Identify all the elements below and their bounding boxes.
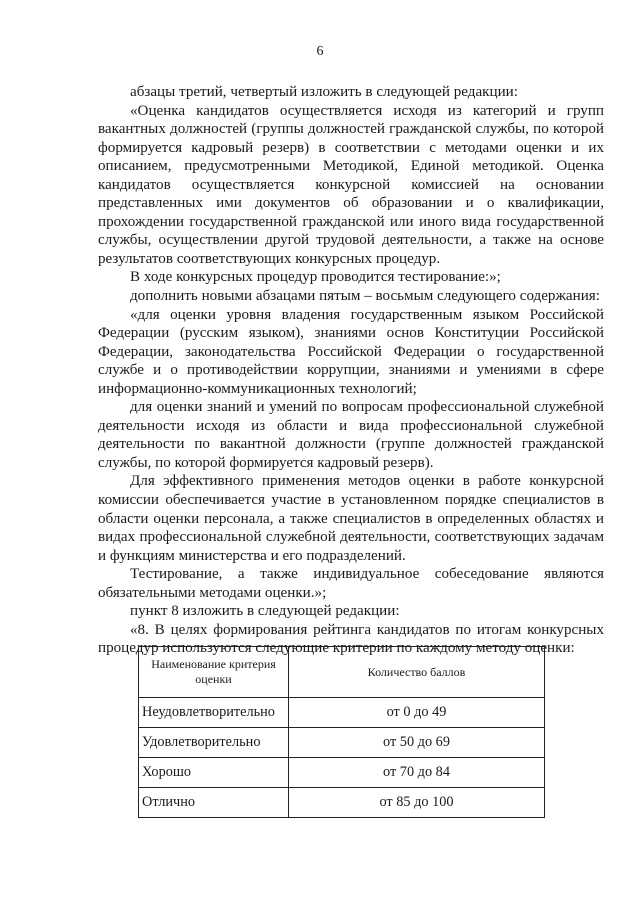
table-row — [139, 728, 545, 758]
score-range-cell: от 50 до 69 — [289, 728, 545, 758]
paragraph: абзацы третий, четвертый изложить в следующей редакции: — [130, 84, 518, 100]
criterion-name-cell: Хорошо — [139, 758, 289, 788]
page-number: 6 — [316, 44, 324, 59]
paragraph: для оценки знаний и умений по вопросам профессиональной служебной деятельности исходя из области и вида профессиональной служебной деятельности по вакантной должности (группе должностей гражданской службы, по которой формируется кадровый резерв). — [98, 399, 604, 471]
table-row — [139, 758, 545, 788]
paragraph: пункт 8 изложить в следующей редакции: — [130, 603, 400, 620]
paragraph: «Оценка кандидатов осуществляется исходя из категорий и групп вакантных должностей (группы должностей гражданской службы, по которой формируется кадровый резерв) в соответствии с методами оценки и их описанием, предусмотренными Методикой, Единой методикой. Оценка кандидатов осуществляется конкурсной комиссией на основании представленных ими документов об образовании и о квалификации, прохождении государственной гражданской или иного вида государственной службы, осуществлении другой трудовой деятельности, а также на основе результатов соответствующих конкурсных процедур. — [98, 102, 604, 267]
table-header-row — [139, 647, 545, 698]
criteria-table — [138, 646, 545, 818]
score-range-cell: от 70 до 84 — [289, 758, 545, 788]
paragraph: «для оценки уровня владения государственным языком Российской Федерации (русским языком), знаниями основ Конституции Российской Федерации, законодательства Российской Федерации о государственной службе и о противодействии коррупции, знаниями и умениями в сфере информационно-коммуникационных технологий; — [98, 306, 604, 397]
paragraph: В ходе конкурсных процедур проводится тестирование:»; — [130, 269, 501, 286]
paragraph: дополнить новыми абзацами пятым – восьмым следующего содержания: — [130, 288, 600, 305]
header-criterion-name: Наименование критерия оценки — [139, 647, 289, 698]
table-row — [139, 698, 545, 728]
criterion-name-cell: Неудовлетворительно — [139, 698, 289, 728]
paragraph: Для эффективного применения методов оценки в работе конкурсной комиссии обеспечивается участие в установленном порядке специалистов в области оценки персонала, а также специалистов в определенных областях и видах профессиональной служебной деятельности, соответствующих задачам и функциям министерства и его подразделений. — [98, 473, 604, 564]
header-score: Количество баллов — [289, 647, 545, 698]
paragraph: Тестирование, а также индивидуальное собеседование являются обязательными методами оценки.»; — [98, 566, 604, 601]
paragraph: «8. В целях формирования рейтинга кандидатов по итогам конкурсных процедур используются следующие критерии по каждому методу оценки: — [98, 621, 604, 657]
score-range-cell: от 85 до 100 — [289, 788, 545, 818]
table-row — [139, 788, 545, 818]
score-range-cell: от 0 до 49 — [289, 698, 545, 728]
criterion-name-cell: Отлично — [139, 788, 289, 818]
criterion-name-cell: Удовлетворительно — [139, 728, 289, 758]
document-body — [98, 83, 604, 658]
criteria-table-wrapper — [138, 646, 545, 818]
